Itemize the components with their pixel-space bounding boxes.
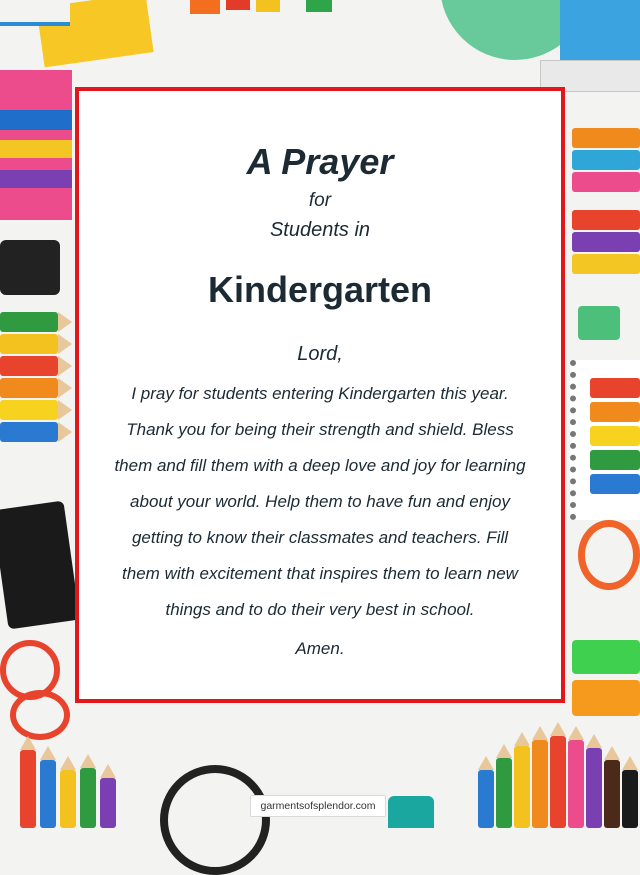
- highlighter-orange-image: [572, 680, 640, 716]
- title-students-in: Students in: [269, 219, 371, 241]
- title-kindergarten: Kindergarten: [207, 269, 433, 310]
- prayer-line: them and fill them with a deep love and joy for learning: [114, 456, 526, 475]
- markers-image: [190, 0, 220, 14]
- prayer-salutation: Lord,: [297, 343, 343, 365]
- glue-cap-image: [388, 796, 434, 828]
- prayer-card: [75, 87, 565, 703]
- prayer-line: things and to do their very best in school.: [165, 600, 475, 619]
- site-credit-label: garmentsofsplendor.com: [250, 795, 386, 817]
- magnifying-glass-image: [160, 765, 270, 875]
- prayer-line: I pray for students entering Kindergarten this year.: [131, 384, 509, 403]
- title-a-prayer: A Prayer: [246, 141, 394, 182]
- title-for: for: [308, 190, 332, 211]
- scissors-right-image: [578, 520, 640, 590]
- prayer-line: getting to know their classmates and teachers. Fill: [131, 528, 509, 547]
- sharpener-image: [578, 306, 620, 340]
- stapler-image: [0, 240, 60, 295]
- highlighter-green-image: [572, 640, 640, 674]
- calculator-image: [0, 501, 80, 630]
- prayer-line: about your world. Help them to have fun and enjoy: [130, 492, 510, 511]
- prayer-line: them with excitement that inspires them to learn new: [122, 564, 518, 583]
- paper-clips-image: [0, 0, 70, 26]
- prayer-closing: Amen.: [295, 639, 345, 658]
- prayer-line: Thank you for being their strength and shield. Bless: [126, 420, 514, 439]
- blue-folder-image: [560, 0, 640, 60]
